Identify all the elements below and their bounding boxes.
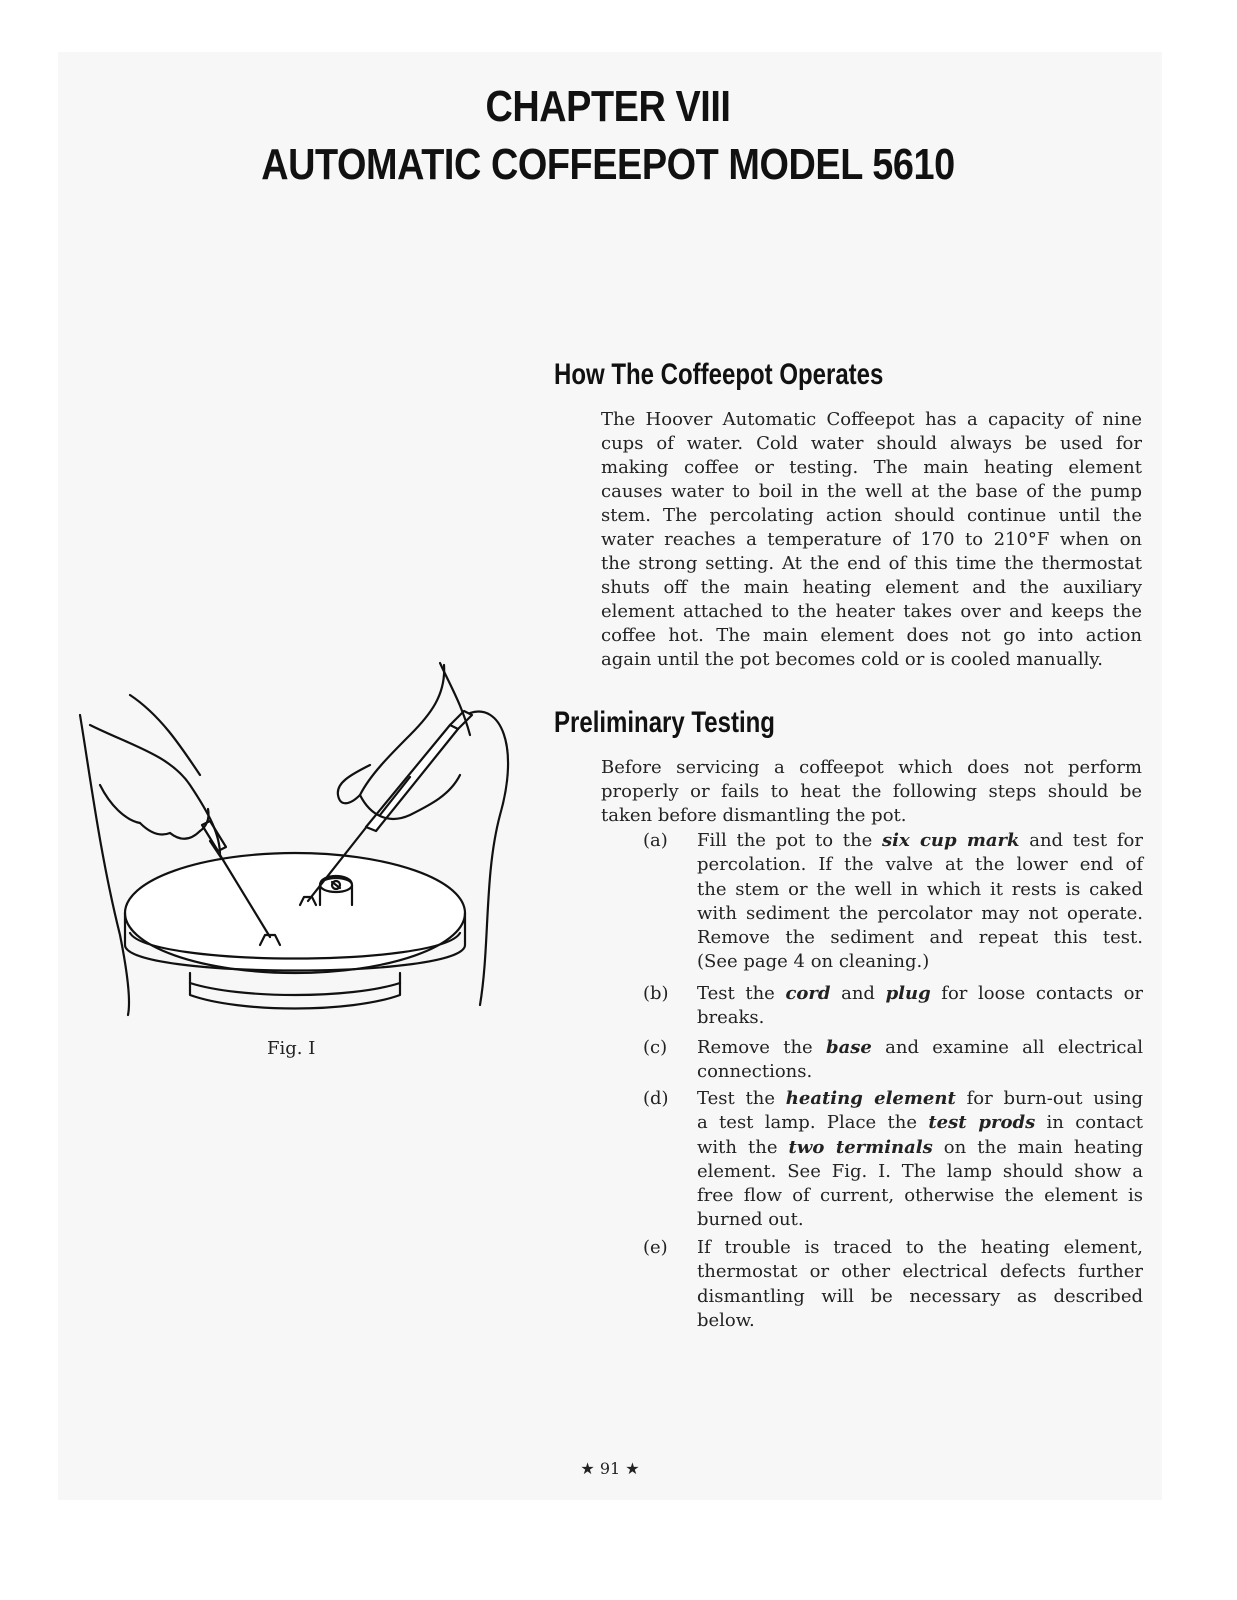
paragraph-line: causes water to boil in the well at the base of the pump xyxy=(601,481,1142,502)
chapter-subject: AUTOMATIC COFFEEPOT MODEL 5610 xyxy=(261,140,955,189)
step-marker: (c) xyxy=(643,1037,668,1058)
chapter-title xyxy=(85,78,1131,194)
step-line xyxy=(697,1208,1143,1232)
text-run: connections. xyxy=(697,1061,813,1083)
text-run: Remove the sediment and repeat this test. xyxy=(697,927,1143,949)
text-run: below. xyxy=(697,1309,755,1331)
text-run: Fill the pot to the xyxy=(697,830,882,851)
operation-paragraph xyxy=(601,408,1142,672)
step-text xyxy=(697,829,1143,975)
text-run: and examine all electrical xyxy=(871,1037,1144,1058)
step-line xyxy=(697,1160,1143,1184)
step-line xyxy=(697,1184,1143,1208)
step-line xyxy=(697,853,1143,877)
text-run: percolation. If the valve at the lower end of xyxy=(697,854,1143,876)
paragraph-line: cups of water. Cold water should always be used for xyxy=(601,433,1142,454)
step-line xyxy=(697,878,1143,902)
emphasized-term: plug xyxy=(885,983,931,1004)
paragraph-line: stem. The percolating action should continue until the xyxy=(601,505,1142,526)
chapter-number: CHAPTER VIII xyxy=(485,82,731,131)
step-line xyxy=(697,829,1143,853)
emphasized-term: cord xyxy=(785,983,831,1004)
paragraph-line: shuts off the main heating element and the auxiliary xyxy=(601,577,1142,598)
step-line xyxy=(697,982,1143,1006)
text-run: Remove the xyxy=(697,1037,826,1058)
text-run: the stem or the well in which it rests is caked xyxy=(697,878,1143,900)
text-run: free flow of current, otherwise the element is xyxy=(697,1185,1143,1207)
text-run: If trouble is traced to the heating element, xyxy=(697,1237,1143,1258)
step-line xyxy=(697,1060,1143,1084)
emphasized-term: six cup mark xyxy=(881,830,1020,851)
text-run: dismantling will be necessary as described xyxy=(697,1285,1143,1307)
step-line xyxy=(697,902,1143,926)
emphasized-term: heating element xyxy=(785,1088,956,1109)
step-text xyxy=(697,1036,1143,1085)
text-run: on the main heating xyxy=(932,1136,1143,1158)
text-run: element. See Fig. I. The lamp should show a xyxy=(697,1160,1143,1182)
step-marker: (b) xyxy=(643,983,669,1004)
step-line xyxy=(697,1260,1143,1284)
paragraph-line: water reaches a temperature of 170 to 210°F when on xyxy=(601,529,1142,550)
step-line xyxy=(697,950,1143,974)
step-marker: (a) xyxy=(643,830,668,851)
text-run: in contact xyxy=(1035,1112,1144,1134)
step-marker: (e) xyxy=(643,1237,668,1258)
paragraph-line: again until the pot becomes cold or is cooled manually. xyxy=(601,649,1103,670)
text-run: thermostat or other electrical defects further xyxy=(697,1261,1143,1283)
step-text xyxy=(697,982,1143,1031)
paragraph-line: making coffee or testing. The main heating element xyxy=(601,457,1142,478)
step-text xyxy=(697,1087,1143,1233)
step-line xyxy=(697,1309,1143,1333)
step-line xyxy=(697,1136,1143,1160)
step-line xyxy=(697,926,1143,950)
text-run: with sediment the percolator may not operate. xyxy=(697,902,1143,924)
text-run: and xyxy=(830,983,886,1004)
step-line xyxy=(697,1111,1143,1135)
text-run: (See page 4 on cleaning.) xyxy=(697,951,930,973)
step-line xyxy=(697,1236,1143,1260)
section-heading-operation: How The Coffeepot Operates xyxy=(554,358,884,391)
text-run: Test the xyxy=(697,983,786,1004)
paragraph-line: Before servicing a coffeepot which does not perform xyxy=(601,757,1142,778)
step-line xyxy=(697,1087,1143,1111)
text-run: a test lamp. Place the xyxy=(697,1112,929,1134)
step-text xyxy=(697,1236,1143,1333)
text-run: burned out. xyxy=(697,1209,804,1231)
step-line xyxy=(697,1036,1143,1060)
testing-intro-paragraph xyxy=(601,756,1142,828)
paragraph-line: element attached to the heater takes over and keeps the xyxy=(601,601,1142,622)
text-run: and test for xyxy=(1019,830,1143,851)
emphasized-term: base xyxy=(826,1037,872,1058)
emphasized-term: test prods xyxy=(928,1112,1036,1134)
step-line xyxy=(697,1006,1143,1030)
paragraph-line: properly or fails to heat the following steps should be xyxy=(601,781,1142,802)
text-run: breaks. xyxy=(697,1007,765,1029)
paragraph-line: the strong setting. At the end of this time the thermostat xyxy=(601,553,1142,574)
figure-caption: Fig. I xyxy=(267,1038,316,1059)
text-run: Test the xyxy=(697,1088,786,1109)
paragraph-line: coffee hot. The main element does not go into action xyxy=(601,625,1142,646)
text-run: with the xyxy=(697,1136,789,1158)
coffeepot-base-test-illustration xyxy=(70,655,520,1025)
paragraph-line: The Hoover Automatic Coffeepot has a capacity of nine xyxy=(601,409,1142,430)
step-marker: (d) xyxy=(643,1088,669,1109)
emphasized-term: two terminals xyxy=(788,1136,933,1158)
section-heading-testing: Preliminary Testing xyxy=(554,706,775,739)
step-line xyxy=(697,1285,1143,1309)
text-run: for burn-out using xyxy=(955,1088,1143,1109)
text-run: for loose contacts or xyxy=(930,983,1144,1004)
page-number: ★ 91 ★ xyxy=(580,1459,640,1478)
paragraph-line: taken before dismantling the pot. xyxy=(601,805,907,826)
